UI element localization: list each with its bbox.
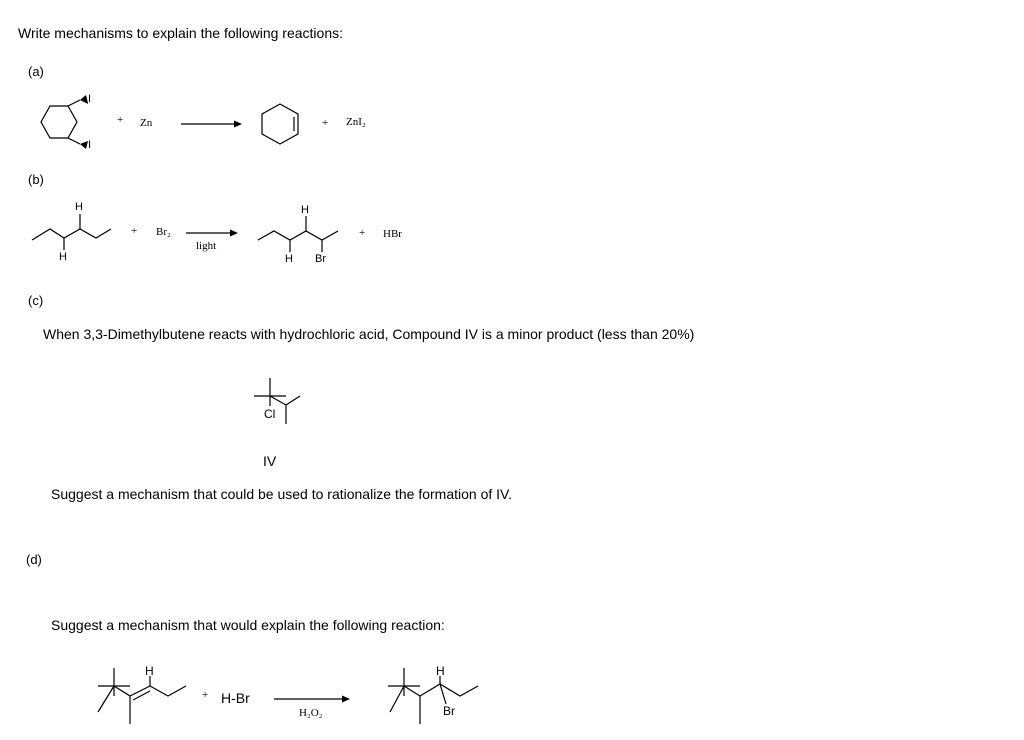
part-c-statement: When 3,3-Dimethylbutene reacts with hydrochloric acid, Compound IV is a minor product (less than 20%) [43, 326, 695, 342]
part-b-reactant-h-bottom: H [59, 251, 67, 263]
part-c-label: (c) [28, 293, 44, 308]
part-d-plus: + [202, 689, 209, 701]
compound-iv-chlorine: Cl [264, 407, 276, 421]
part-d-reactant-double-bond-2 [133, 691, 150, 700]
part-c-question: Suggest a mechanism that could be used to rationalize the formation of IV. [51, 486, 512, 502]
compound-iv-label: IV [263, 453, 277, 469]
part-d-arrow-head [342, 696, 350, 703]
part-a-plus-1: + [117, 114, 124, 126]
page-heading: Write mechanisms to explain the following reactions: [18, 25, 344, 41]
part-d-condition: H₂O₂ [299, 707, 323, 719]
part-b-plus-1: + [131, 225, 138, 237]
part-d-product-tbu-down [390, 686, 404, 712]
part-d-reagent: H-Br [221, 690, 250, 706]
part-d-label: (d) [26, 552, 42, 567]
part-b-product-bromine: Br [315, 253, 326, 265]
part-b-product-h-bottom: H [285, 253, 293, 265]
part-a-byproduct: ZnI₂ [346, 116, 366, 128]
part-d-reactant-tail [150, 686, 186, 696]
part-b-label: (b) [28, 172, 44, 187]
part-d-reactant-hydrogen: H [145, 664, 154, 678]
part-d-reactant-tbu-down [98, 686, 114, 712]
part-a-iodine-top: I [88, 93, 92, 105]
part-d-product-chain [420, 684, 478, 696]
part-b-reactant-h-top: H [75, 201, 83, 213]
part-b-plus-2: + [359, 227, 366, 239]
part-d-product-branch [404, 686, 420, 724]
part-d-question: Suggest a mechanism that would explain the following reaction: [51, 617, 445, 633]
part-b-byproduct: HBr [383, 228, 402, 240]
part-b-condition: light [196, 240, 217, 252]
part-a-plus-2: + [322, 117, 329, 129]
part-a-reagent: Zn [140, 117, 153, 129]
part-b-reagent: Br₂ [156, 226, 171, 238]
part-a-label: (a) [28, 64, 44, 79]
part-d-reactant-branch [114, 686, 130, 724]
part-d-product-hydrogen: H [436, 664, 445, 678]
part-a-iodine-bottom: I [88, 139, 92, 151]
part-d-reactant-double-bond-1 [130, 686, 150, 696]
part-b-product-h-top: H [301, 204, 309, 216]
part-d-product-bromine: Br [443, 704, 455, 718]
